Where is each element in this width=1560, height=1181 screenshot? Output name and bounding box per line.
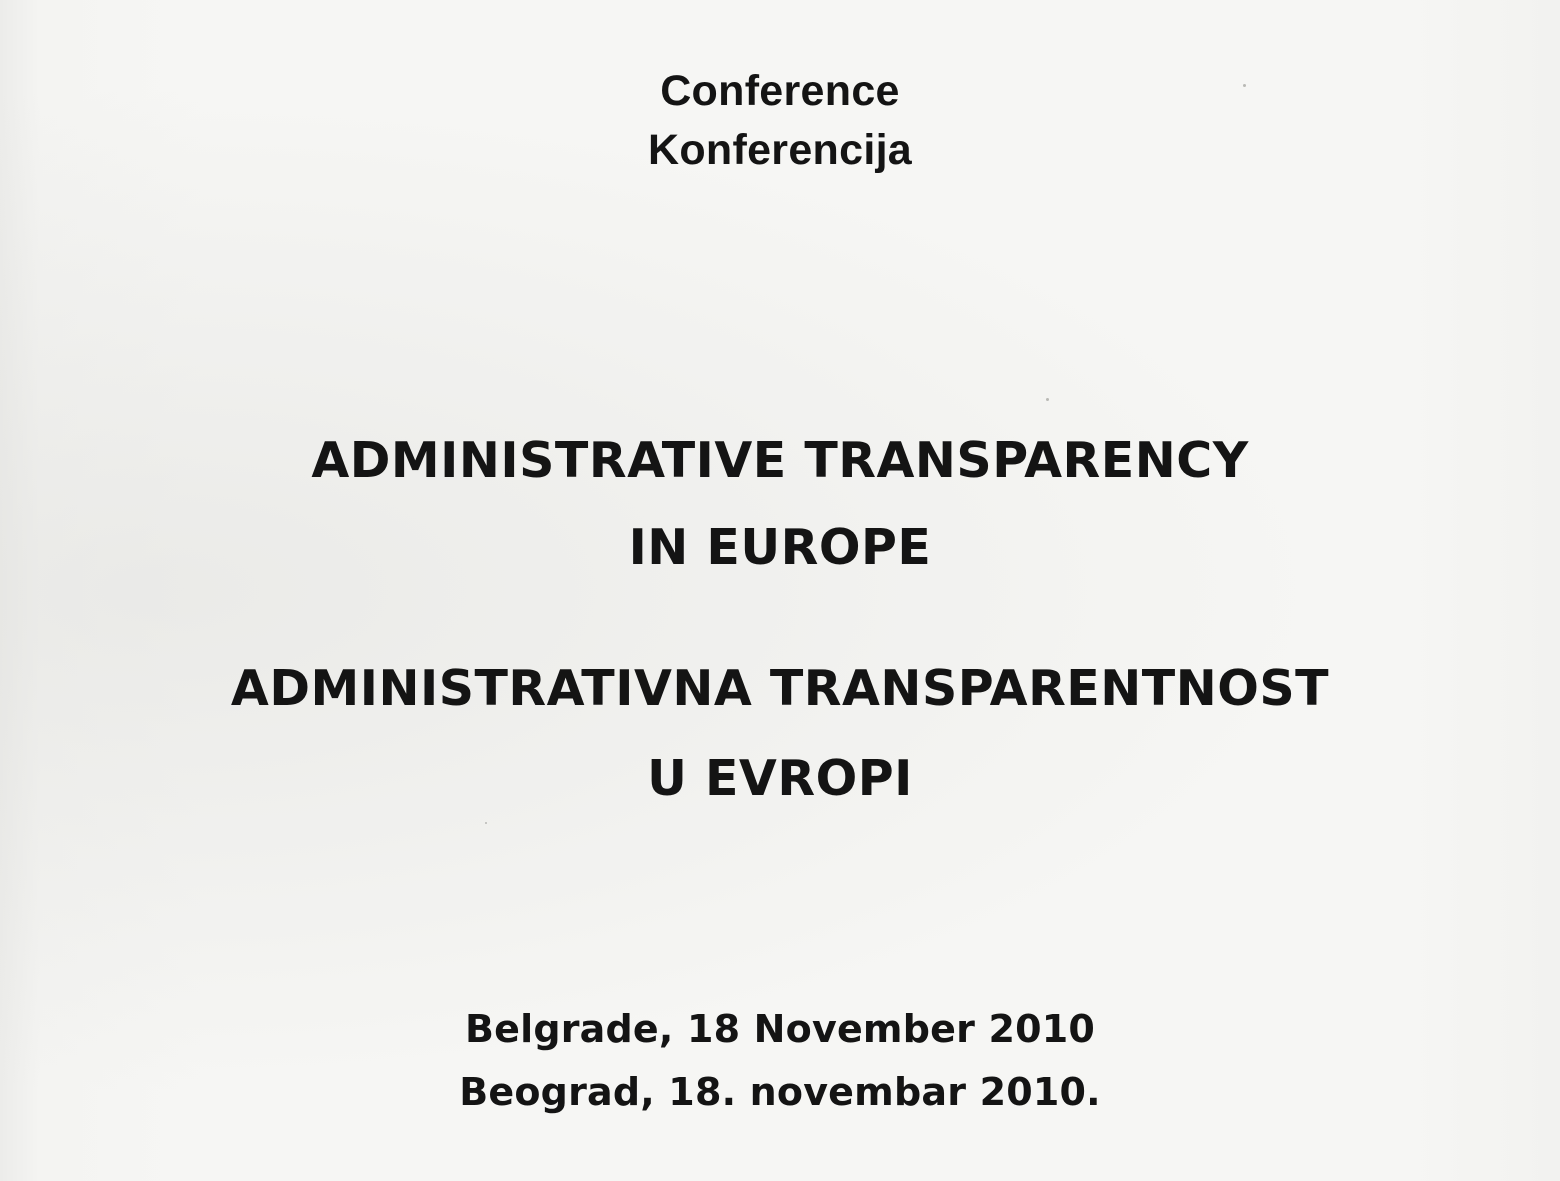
scan-speck	[485, 822, 487, 824]
title-sr-line1: ADMINISTRATIVNA TRANSPARENTNOST	[230, 660, 1330, 717]
conference-label-sr: Konferencija	[647, 126, 913, 174]
title-sr-line2: U EVROPI	[647, 750, 913, 807]
dateline-en: Belgrade, 18 November 2010	[464, 1007, 1096, 1051]
title-en-line1: ADMINISTRATIVE TRANSPARENCY	[311, 432, 1249, 489]
conference-label-en: Conference	[660, 67, 900, 115]
scan-speck	[1046, 398, 1049, 401]
title-en-line2: IN EUROPE	[628, 519, 932, 576]
dateline-sr: Beograd, 18. novembar 2010.	[459, 1070, 1101, 1114]
